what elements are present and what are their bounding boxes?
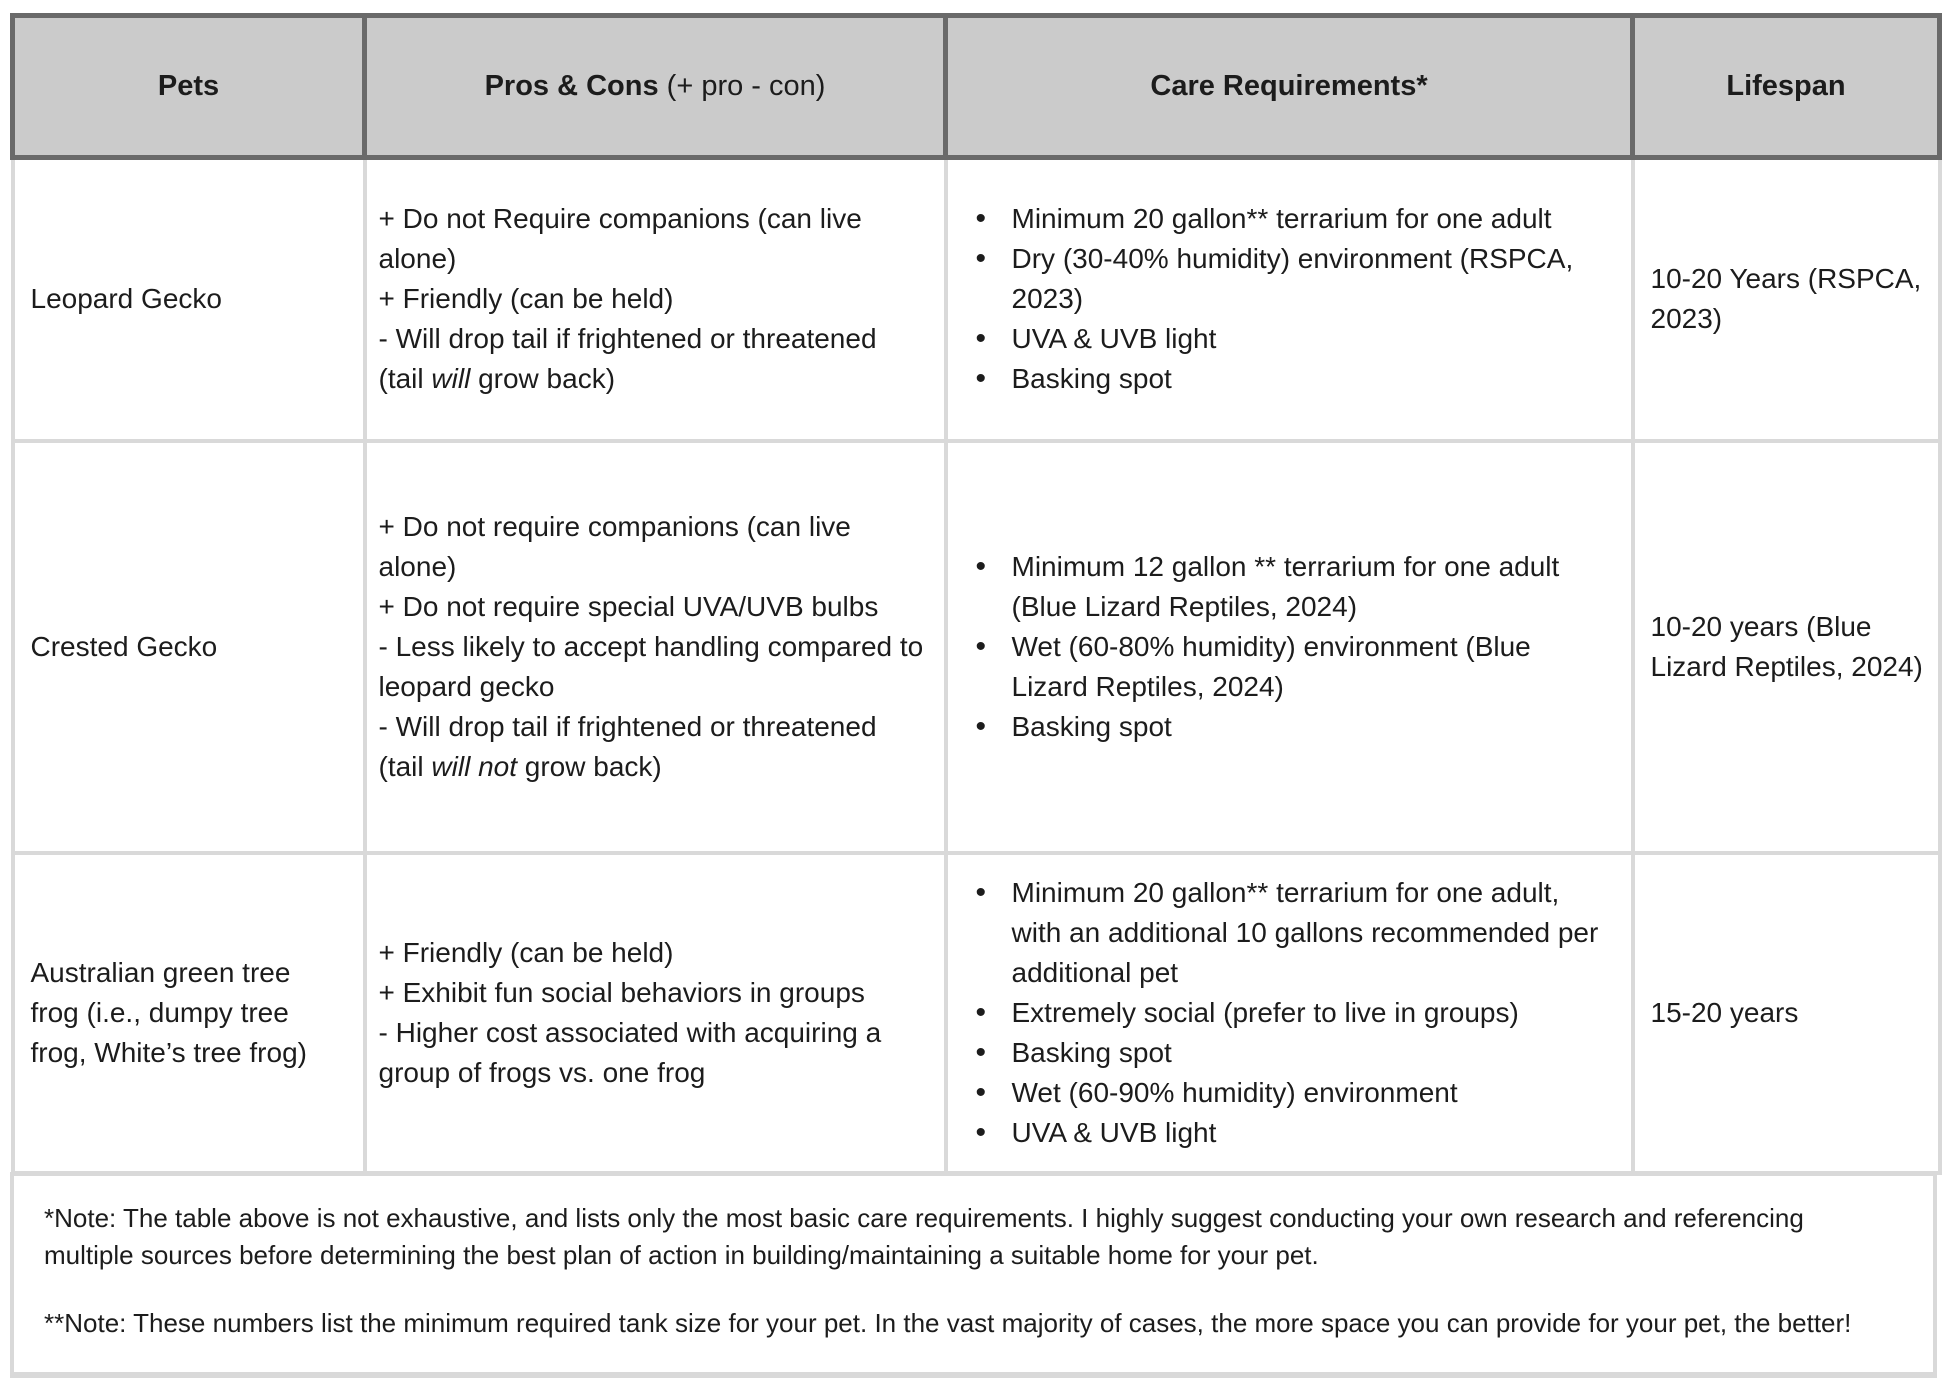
text: + Do not require special UVA/UVB bulbs: [378, 590, 879, 622]
header-label: Pets: [157, 70, 220, 102]
text: + Do not require companions (can live alone): [378, 510, 851, 582]
text: + Exhibit fun social behaviors in groups: [378, 976, 865, 1008]
pros-cons-cell: [365, 158, 946, 441]
pros-cons-entry: [379, 627, 928, 707]
care-list-item: • UVA & UVB light: [964, 319, 1615, 359]
pros-cons-entry: [379, 199, 928, 279]
pet-name-cell: Leopard Gecko: [13, 158, 365, 441]
text: + Friendly (can be held): [378, 936, 674, 968]
pros-cons-entry: [379, 507, 928, 587]
care-list-item: • Minimum 12 gallon ** terrarium for one adult (Blue Lizard Reptiles, 2024): [964, 547, 1615, 627]
care-list-item: • Minimum 20 gallon** terrarium for one adult: [964, 199, 1615, 239]
text: - Less likely to accept handling compared to leopard gecko: [378, 630, 924, 702]
lifespan-cell: 10-20 years (Blue Lizard Reptiles, 2024): [1633, 441, 1940, 853]
care-requirements-cell: [946, 158, 1633, 441]
care-list-item: • Basking spot: [964, 359, 1615, 399]
pros-cons-entry: [379, 1013, 928, 1093]
pros-cons-entry: [379, 587, 928, 627]
care-list-item: • Minimum 20 gallon** terrarium for one adult, with an additional 10 gallons recommended per additional pet: [964, 873, 1615, 993]
table-row: [13, 158, 1940, 441]
table-row: [13, 441, 1940, 853]
text: + Friendly (can be held): [378, 283, 674, 315]
header-label: (+ pro - con): [658, 70, 826, 102]
care-list-item: • Basking spot: [964, 1033, 1615, 1073]
text: - Higher cost associated with acquiring a group of frogs vs. one frog: [378, 1016, 882, 1088]
italic-text: will: [431, 363, 471, 395]
text: grow back): [470, 363, 616, 395]
pros-cons-entry: [379, 933, 928, 973]
note-single-asterisk: *Note: The table above is not exhaustive, and lists only the most basic care requirements. I highly suggest conducting your own research and referencing multiple sources before determining the best plan of action in building/maintaining a suitable home for your pet.: [44, 1203, 1804, 1270]
care-list-item: • UVA & UVB light: [964, 1113, 1615, 1153]
pros-cons-entry: [379, 319, 928, 399]
care-requirements-cell: [946, 853, 1633, 1173]
italic-text: will not: [431, 750, 517, 782]
pros-cons-cell: [365, 853, 946, 1173]
text: - Will drop tail if frightened or threatened (tail: [378, 710, 877, 782]
pet-name-cell: Crested Gecko: [13, 441, 365, 853]
text: grow back): [517, 750, 662, 782]
care-list-item: • Wet (60-90% humidity) environment: [964, 1073, 1615, 1113]
text: + Do not Require companions (can live alone): [378, 203, 862, 275]
header-row: [13, 16, 1940, 158]
care-list-item: • Extremely social (prefer to live in groups): [964, 993, 1615, 1033]
care-list-item: • Dry (30-40% humidity) environment (RSPCA, 2023): [964, 239, 1615, 319]
care-list: [964, 547, 1615, 747]
care-list: [964, 873, 1615, 1153]
note-double-asterisk: **Note: These numbers list the minimum required tank size for your pet. In the vast majority of cases, the more space you can provide for your pet, the better!: [44, 1308, 1852, 1338]
header-cell-lifespan: [1633, 16, 1940, 158]
pros-cons-entry: [379, 707, 928, 787]
header-cell-pros-cons: [365, 16, 946, 158]
pros-cons-entry: [379, 279, 928, 319]
header-label: Lifespan: [1726, 70, 1846, 102]
header-cell-care-requirements: [946, 16, 1633, 158]
table-body: [13, 158, 1940, 1173]
care-list: [964, 199, 1615, 399]
pros-cons-cell: [365, 441, 946, 853]
pet-comparison-table: [10, 13, 1942, 1175]
care-requirements-cell: [946, 441, 1633, 853]
table-row: [13, 853, 1940, 1173]
text: - Will drop tail if frightened or threatened (tail: [378, 323, 877, 395]
pros-cons-entry: [379, 973, 928, 1013]
lifespan-cell: 10-20 Years (RSPCA, 2023): [1633, 158, 1940, 441]
lifespan-cell: 15-20 years: [1633, 853, 1940, 1173]
header-label: Pros & Cons: [484, 70, 659, 102]
pet-name-cell: Australian green tree frog (i.e., dumpy tree frog, White’s tree frog): [13, 853, 365, 1173]
care-list-item: • Wet (60-80% humidity) environment (Blue Lizard Reptiles, 2024): [964, 627, 1615, 707]
header-label: Care Requirements*: [1150, 70, 1428, 102]
header-cell-pets: [13, 16, 365, 158]
notes-section: [10, 1172, 1937, 1378]
care-list-item: • Basking spot: [964, 707, 1615, 747]
